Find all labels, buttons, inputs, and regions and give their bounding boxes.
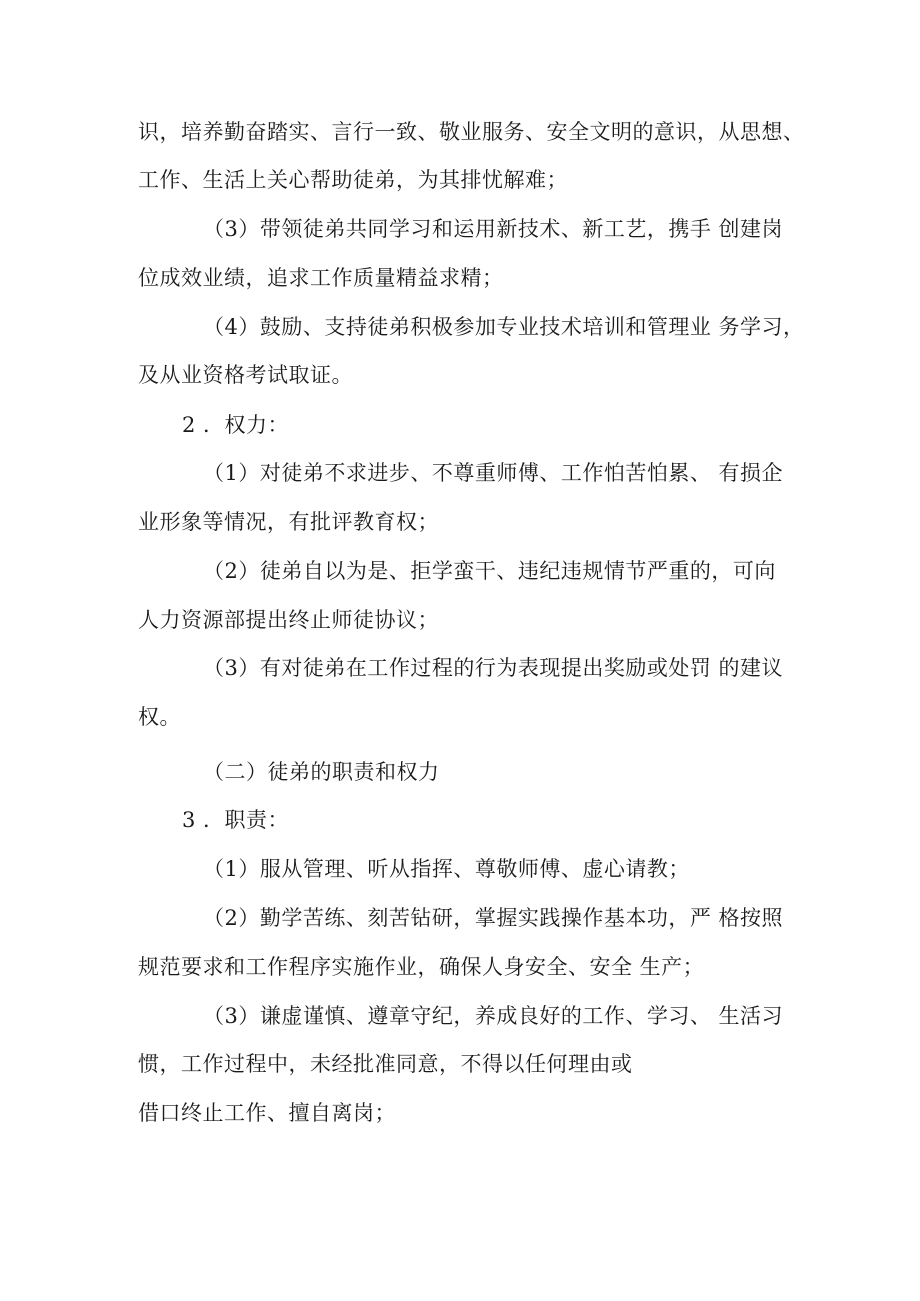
text-line-6: 及从业资格考试取证。	[138, 363, 353, 387]
text-line-16: （1）服从管理、听从指挥、尊敬师傅、虚心请教；	[203, 857, 690, 881]
text-line-20: 惯，工作过程中，未经批准同意，不得以任何理由或	[138, 1052, 633, 1076]
text-line-12: （3）有对徒弟在工作过程的行为表现提出奖励或处罚 的建议	[203, 656, 784, 680]
text-line-11: 人力资源部提出终止师徒协议；	[138, 608, 439, 632]
text-line-5: （4）鼓励、支持徒弟积极参加专业技术培训和管理业 务学习，	[203, 315, 805, 339]
text-line-19: （3）谦虚谨慎、遵章守纪，养成良好的工作、学习、 生活习	[203, 1004, 784, 1028]
text-line-10: （2）徒弟自以为是、拒学蛮干、违纪违规情节严重的，可向	[203, 559, 776, 583]
text-line-1: 识，培养勤奋踏实、言行一致、敬业服务、安全文明的意识，从思想、	[138, 120, 805, 144]
text-line-18: 规范要求和工作程序实施作业，确保人身安全、安全 生产；	[138, 955, 705, 979]
text-line-21: 借口终止工作、擅自离岗；	[138, 1101, 396, 1125]
text-line-8: （1）对徒弟不求进步、不尊重师傅、工作怕苦怕累、 有损企	[203, 461, 784, 485]
text-line-3: （3）带领徒弟共同学习和运用新技术、新工艺，携手 创建岗	[203, 217, 784, 241]
section-heading-2: 2 ．权力：	[182, 413, 290, 437]
text-line-4: 位成效业绩，追求工作质量精益求精；	[138, 266, 504, 290]
section-heading-3: 3 ．职责：	[182, 808, 290, 832]
text-line-9: 业形象等情况，有批评教育权；	[138, 510, 439, 534]
text-line-13: 权。	[138, 705, 181, 729]
text-line-17: （2）勤学苦练、刻苦钻研，掌握实践操作基本功，严 格按照	[203, 906, 784, 930]
section-heading-er: （二）徒弟的职责和权力	[203, 760, 440, 784]
text-line-2: 工作、生活上关心帮助徒弟，为其排忧解难；	[138, 168, 568, 192]
